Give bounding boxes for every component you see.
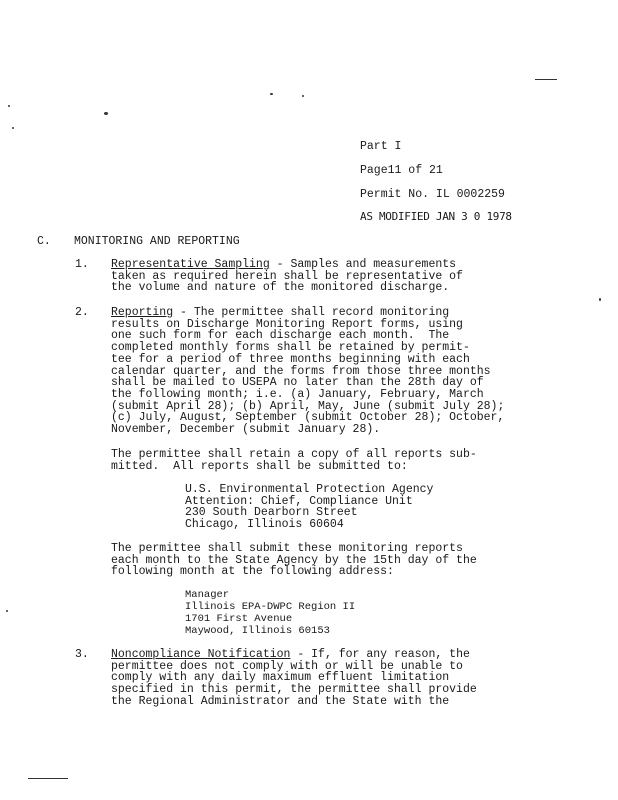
- paragraph-line: tee for a period of three months beginning with each: [111, 352, 470, 366]
- scan-speck: [28, 778, 68, 779]
- scan-speck: [104, 112, 108, 115]
- scan-speck: [12, 127, 14, 129]
- page-number: Page11 of 21: [360, 164, 443, 177]
- paragraph-line: (c) July, August, September (submit October 28); October,: [111, 411, 505, 425]
- address-line: Chicago, Illinois 60604: [185, 518, 344, 532]
- section-title: MONITORING AND REPORTING: [74, 235, 240, 248]
- address-line: U.S. Environmental Protection Agency: [185, 483, 434, 496]
- permit-number: Permit No. IL 0002259: [360, 188, 505, 201]
- paragraph-line: The permittee shall submit these monitoring reports: [111, 542, 463, 555]
- paragraph-line: permittee does not comply with or will be unable to: [111, 659, 463, 673]
- scan-speck: [6, 610, 8, 612]
- paragraph-line: November, December (submit January 28).: [111, 423, 381, 437]
- address-line: Illinois EPA-DWPC Region II: [185, 601, 356, 613]
- paragraph-line: mitted. All reports shall be submitted to:: [111, 459, 408, 473]
- retain-paragraph: [111, 449, 477, 472]
- paragraph-line: calendar quarter, and the forms from those three months: [111, 364, 491, 378]
- paragraph-line: specified in this permit, the permittee shall provide: [111, 683, 477, 697]
- scan-speck: [270, 93, 273, 95]
- item-noncompliance-notification: [111, 649, 477, 708]
- address-line: 1701 First Avenue: [185, 613, 293, 625]
- address-line: Attention: Chief, Compliance Unit: [185, 494, 413, 508]
- scan-speck: [599, 298, 601, 301]
- state-paragraph: [111, 543, 477, 578]
- item-number: 2.: [75, 306, 89, 319]
- paragraph-line: - Samples and measurements: [269, 258, 457, 271]
- scan-speck: [302, 95, 304, 97]
- part-label: Part I: [360, 140, 402, 153]
- scan-speck: [8, 105, 10, 107]
- paragraph-line: The permittee shall retain a copy of all reports sub-: [111, 448, 477, 461]
- paragraph-line: comply with any daily maximum effluent limitation: [111, 671, 450, 685]
- item-reporting: [111, 307, 504, 436]
- paragraph-line: one such form for each discharge each month. The: [111, 329, 450, 343]
- item-heading: Reporting: [111, 306, 174, 319]
- epa-address: [185, 484, 433, 531]
- paragraph-line: - The permittee shall record monitoring: [173, 306, 450, 319]
- item-number: 3.: [75, 648, 89, 661]
- modified-stamp: AS MODIFIED JAN 3 0 1978: [360, 210, 512, 223]
- item-heading: Representative Sampling: [111, 258, 270, 271]
- paragraph-line: results on Discharge Monitoring Report forms, using: [111, 317, 463, 331]
- paragraph-line: the following month; i.e. (a) January, February, March: [111, 387, 484, 401]
- address-line: 230 South Dearborn Street: [185, 506, 358, 520]
- paragraph-line: completed monthly forms shall be retained by permit-: [111, 341, 470, 355]
- paragraph-line: shall be mailed to USEPA no later than the 28th day of: [111, 376, 484, 390]
- address-line: Manager: [185, 589, 230, 601]
- state-address: [185, 589, 355, 637]
- scan-speck: [535, 79, 557, 80]
- paragraph-line: the volume and nature of the monitored discharge.: [111, 281, 450, 295]
- section-letter: C.: [37, 235, 51, 248]
- item-representative-sampling: [111, 259, 463, 294]
- paragraph-line: (submit April 28); (b) April, May, June (submit July 28);: [111, 399, 505, 413]
- paragraph-line: following month at the following address:: [111, 565, 394, 579]
- address-line: Maywood, Illinois 60153: [185, 625, 330, 637]
- paragraph-line: each month to the State Agency by the 15th day of the: [111, 553, 477, 567]
- item-number: 1.: [75, 258, 89, 271]
- paragraph-line: taken as required herein shall be representative of: [111, 269, 463, 283]
- item-heading: Noncompliance Notification: [111, 648, 291, 661]
- paragraph-line: the Regional Administrator and the State with the: [111, 694, 450, 708]
- paragraph-line: - If, for any reason, the: [290, 648, 470, 661]
